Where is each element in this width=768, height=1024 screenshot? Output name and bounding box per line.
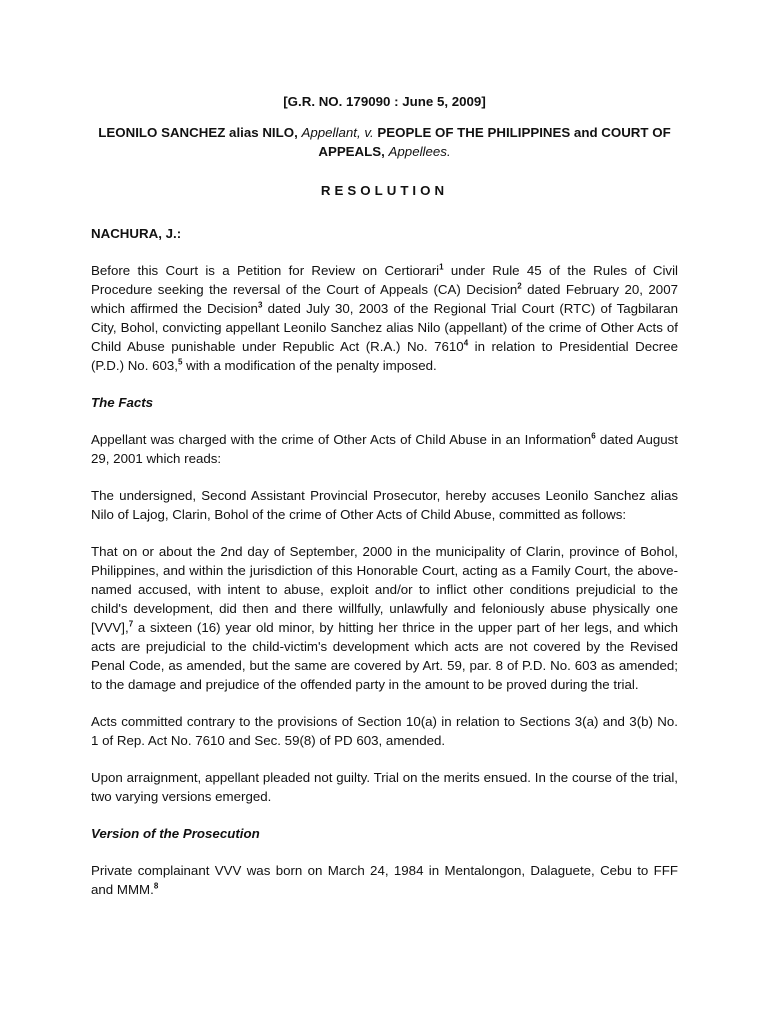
- footnote-ref-6: 6: [591, 431, 596, 441]
- facts-heading: The Facts: [91, 395, 154, 410]
- case-parties: [91, 123, 678, 161]
- case-number-line: [G.R. NO. 179090 : June 5, 2009]: [283, 94, 486, 109]
- ponente: NACHURA, J.:: [91, 226, 182, 241]
- appellant-name: LEONILO SANCHEZ alias NILO,: [98, 125, 302, 140]
- appellant-role: Appellant: [301, 125, 357, 140]
- acts-committed-paragraph: Acts committed contrary to the provisions of Section 10(a) in relation to Sections 3(a) and 3(b) No. 1 of Rep. Act No. 7610 and Sec. 59(8) of PD 603, amended.: [91, 714, 678, 748]
- appellees-name: PEOPLE OF THE PHILIPPINES and COURT OF APPEALS,: [318, 125, 671, 159]
- footnote-ref-3: 3: [257, 300, 263, 310]
- intro-text-5: in relation to Presidential Decree (P.D.) No. 603,: [91, 339, 678, 373]
- intro-text-1: Before this Court is a Petition for Review on Certiorari: [91, 263, 440, 278]
- footnote-ref-8: 8: [153, 881, 159, 891]
- footnote-ref-5: 5: [177, 357, 183, 367]
- information-text-1: That on or about the 2nd day of September, 2000 in the municipality of Clarin, province of Bohol, Philippines, and within the jurisdiction of this Honorable Court, acting as a Family Court, the above-named accused, with intent to abuse, exploit and/or to inflict other conditions prejudicial to the child's development, did then and there willfully, unlawfully and feloniously abuse physically one [VVV],: [91, 544, 678, 635]
- footnote-ref-2: 2: [517, 281, 522, 291]
- intro-text-6: with a modification of the penalty imposed.: [182, 358, 437, 373]
- versus-text: , v.: [356, 125, 378, 140]
- information-paragraph: [91, 542, 678, 694]
- intro-text-4: dated July 30, 2003 of the Regional Trial Court (RTC) of Tagbilaran City, Bohol, convicting appellant Leonilo Sanchez alias Nilo (appellant) of the crime of Other Acts of Child Abuse punishable under Republic Act (R.A.) No. 7610: [91, 301, 678, 354]
- footnote-ref-7: 7: [128, 619, 134, 629]
- charged-text-2: dated August 29, 2001 which reads:: [91, 432, 678, 466]
- undersigned-paragraph: The undersigned, Second Assistant Provincial Prosecutor, hereby accuses Leonilo Sanchez alias Nilo of Lajog, Clarin, Bohol of the crime of Other Acts of Child Abuse, committed as follows:: [91, 488, 678, 522]
- intro-paragraph: [91, 261, 678, 375]
- prosecution-heading: Version of the Prosecution: [91, 826, 260, 841]
- charged-text-1: Appellant was charged with the crime of Other Acts of Child Abuse in an Information: [91, 432, 592, 447]
- footnote-ref-1: 1: [439, 262, 444, 272]
- appellees-role: Appellees: [388, 144, 447, 159]
- complainant-text: Private complainant VVV was born on March 24, 1984 in Mentalongon, Dalaguete, Cebu to FFF and MMM.: [91, 863, 678, 897]
- arraignment-paragraph: Upon arraignment, appellant pleaded not guilty. Trial on the merits ensued. In the course of the trial, two varying versions emerged.: [91, 770, 678, 804]
- intro-text-3: dated February 20, 2007 which affirmed the Decision: [91, 282, 678, 316]
- parties-end: .: [446, 144, 451, 159]
- information-text-2: a sixteen (16) year old minor, by hitting her thrice in the upper part of her legs, and which acts are prejudicial to the child-victim's development which acts are not covered by the Revised Penal Code, as amended, but the same are covered by Art. 59, par. 8 of P.D. No. 603 as amended; to the damage and prejudice of the offended party in the amount to be proved during the trial.: [91, 620, 678, 692]
- footnote-ref-4: 4: [463, 338, 469, 348]
- intro-text-2: under Rule 45 of the Rules of Civil Procedure seeking the reversal of the Court of Appeals (CA) Decision: [91, 263, 678, 297]
- resolution-title: RESOLUTION: [320, 183, 449, 198]
- charged-paragraph: [91, 430, 678, 468]
- complainant-paragraph: [91, 861, 678, 899]
